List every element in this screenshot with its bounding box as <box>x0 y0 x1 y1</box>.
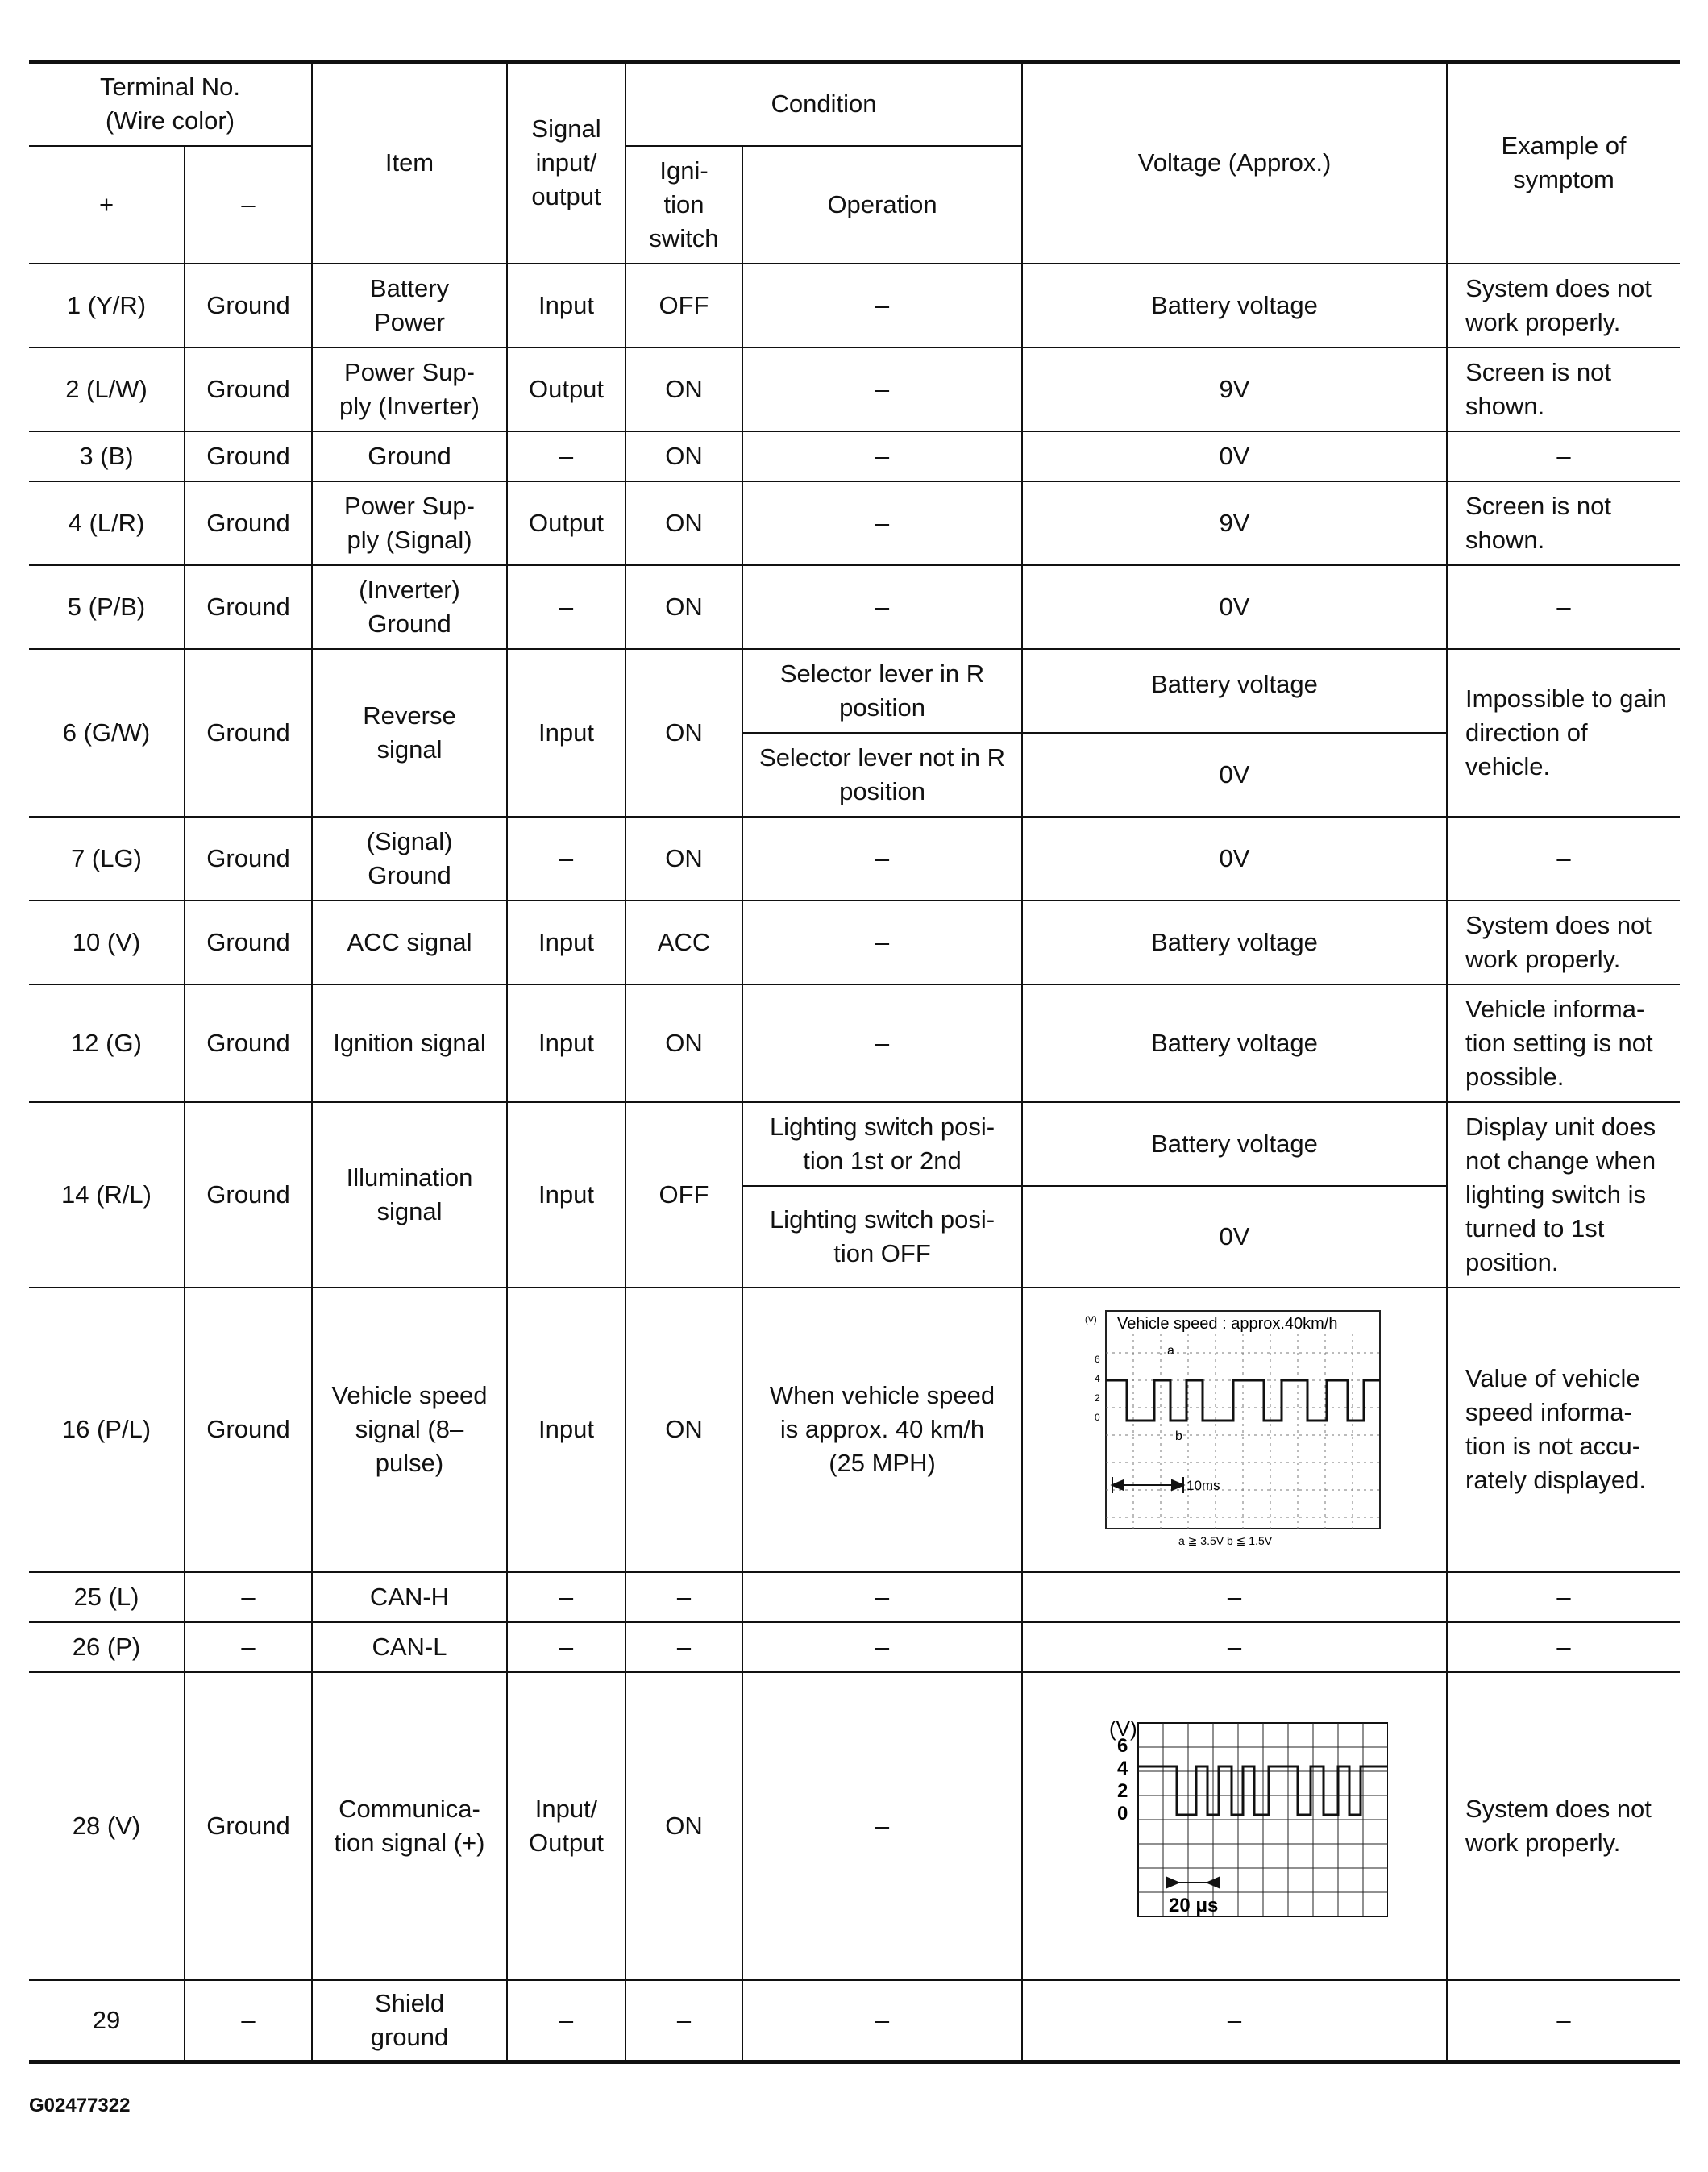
wave2-yticks <box>1117 1735 1128 1825</box>
cell-minus: Ground <box>185 264 312 347</box>
cell-signal: Input <box>507 264 625 347</box>
cell-operation: – <box>742 347 1022 431</box>
cell-minus: Ground <box>185 1102 312 1288</box>
cell-signal: – <box>507 565 625 649</box>
table-row <box>29 1622 1680 1672</box>
cell-symptom: – <box>1447 431 1680 481</box>
cell-minus: Ground <box>185 481 312 565</box>
wave2-ytick: 4 <box>1116 1757 1128 1779</box>
cell-minus: – <box>185 1572 312 1622</box>
cell-minus: – <box>185 1622 312 1672</box>
cell-minus: Ground <box>185 565 312 649</box>
wave1-period-marker <box>1112 1477 1183 1493</box>
cell-operation: – <box>742 1572 1022 1622</box>
wave2-ytick: 0 <box>1116 1802 1128 1825</box>
cell-voltage: – <box>1022 1980 1447 2062</box>
table-row <box>29 1980 1680 2062</box>
cell-symptom: System does not work properly. <box>1447 1672 1680 1980</box>
cell-item: Reverse signal <box>312 649 507 817</box>
wave1-label-b: b <box>1174 1429 1182 1443</box>
cell-item: (Inverter) Ground <box>312 565 507 649</box>
wave1-yticks <box>1095 1354 1100 1423</box>
cell-item: Ground <box>312 431 507 481</box>
cell-item: Communica- tion signal (+) <box>312 1672 507 1980</box>
cell-signal: Input/ Output <box>507 1672 625 1980</box>
cell-voltage: 0V <box>1022 565 1447 649</box>
wave1-grid <box>1106 1334 1380 1529</box>
wave1-unit: (V) <box>1084 1315 1097 1325</box>
wave2-grid <box>1138 1723 1388 1916</box>
table-row <box>29 901 1680 984</box>
cell-plus: 10 (V) <box>29 901 185 984</box>
cell-plus: 16 (P/L) <box>29 1288 185 1572</box>
header-minus: – <box>185 146 312 264</box>
wave1-ytick: 4 <box>1094 1373 1100 1384</box>
header-operation: Operation <box>742 146 1022 264</box>
cell-symptom: Display unit does not change when lighting switch is turned to 1st position. <box>1447 1102 1680 1288</box>
vehicle-speed-waveform <box>1074 1304 1396 1554</box>
cell-voltage: – <box>1022 1572 1447 1622</box>
cell-voltage: Battery voltage <box>1022 264 1447 347</box>
wave1-note: a ≧ 3.5V b ≦ 1.5V <box>1178 1534 1272 1547</box>
cell-operation: – <box>742 1980 1022 2062</box>
header-condition: Condition <box>625 62 1022 146</box>
cell-operation: – <box>742 1672 1022 1980</box>
cell-ignition: – <box>625 1980 742 2062</box>
cell-symptom: – <box>1447 1572 1680 1622</box>
cell-ignition: OFF <box>625 264 742 347</box>
cell-signal: – <box>507 817 625 901</box>
wave2-ytick: 6 <box>1116 1734 1128 1757</box>
cell-voltage: 0V <box>1022 431 1447 481</box>
figure-code: G02477322 <box>29 2095 131 2116</box>
cell-minus: Ground <box>185 1672 312 1980</box>
cell-signal: Input <box>507 1288 625 1572</box>
cell-plus: 6 (G/W) <box>29 649 185 817</box>
communication-waveform <box>1082 1713 1388 1939</box>
terminal-table <box>29 60 1680 2064</box>
cell-voltage: 0V <box>1022 817 1447 901</box>
cell-item: Shield ground <box>312 1980 507 2062</box>
header-item: Item <box>312 62 507 264</box>
cell-plus: 14 (R/L) <box>29 1102 185 1288</box>
cell-operation: Selector lever in R position <box>742 649 1022 733</box>
cell-ignition: OFF <box>625 1102 742 1288</box>
cell-plus: 5 (P/B) <box>29 565 185 649</box>
cell-symptom: Value of vehicle speed informa- tion is not accu- rately displayed. <box>1447 1288 1680 1572</box>
cell-voltage: 0V <box>1022 733 1447 817</box>
wave1-period: 10ms <box>1186 1478 1220 1493</box>
cell-minus: Ground <box>185 984 312 1102</box>
cell-ignition: ON <box>625 481 742 565</box>
header-ignition: Igni- tion switch <box>625 146 742 264</box>
cell-operation: – <box>742 565 1022 649</box>
cell-symptom: System does not work properly. <box>1447 901 1680 984</box>
cell-operation: – <box>742 901 1022 984</box>
cell-symptom: Screen is not shown. <box>1447 347 1680 431</box>
cell-item: Power Sup- ply (Signal) <box>312 481 507 565</box>
table-row <box>29 1572 1680 1622</box>
cell-operation: Lighting switch posi- tion OFF <box>742 1186 1022 1288</box>
cell-item: Ignition signal <box>312 984 507 1102</box>
cell-plus: 29 <box>29 1980 185 2062</box>
cell-voltage: 0V <box>1022 1186 1447 1288</box>
table-row <box>29 431 1680 481</box>
cell-item: CAN-L <box>312 1622 507 1672</box>
header-voltage: Voltage (Approx.) <box>1022 62 1447 264</box>
cell-item: Battery Power <box>312 264 507 347</box>
cell-operation: – <box>742 431 1022 481</box>
cell-operation: – <box>742 481 1022 565</box>
cell-minus: Ground <box>185 817 312 901</box>
header-plus: + <box>29 146 185 264</box>
cell-voltage: 9V <box>1022 481 1447 565</box>
cell-ignition: – <box>625 1622 742 1672</box>
cell-item: Vehicle speed signal (8–pulse) <box>312 1288 507 1572</box>
table-row <box>29 347 1680 431</box>
cell-signal: – <box>507 1980 625 2062</box>
cell-voltage: Battery voltage <box>1022 901 1447 984</box>
cell-signal: Input <box>507 984 625 1102</box>
cell-minus: Ground <box>185 347 312 431</box>
cell-signal: – <box>507 1622 625 1672</box>
cell-symptom: System does not work properly. <box>1447 264 1680 347</box>
cell-minus: Ground <box>185 901 312 984</box>
cell-symptom: Screen is not shown. <box>1447 481 1680 565</box>
cell-signal: – <box>507 1572 625 1622</box>
cell-signal: Input <box>507 1102 625 1288</box>
cell-plus: 3 (B) <box>29 431 185 481</box>
cell-plus: 4 (L/R) <box>29 481 185 565</box>
wave2-period: 20 μs <box>1168 1894 1218 1916</box>
wave2-unit: (V) <box>1108 1716 1137 1741</box>
table-row <box>29 481 1680 565</box>
table-row <box>29 984 1680 1102</box>
cell-voltage: Battery voltage <box>1022 1102 1447 1186</box>
cell-ignition: ACC <box>625 901 742 984</box>
cell-symptom: Vehicle informa- tion setting is not possible. <box>1447 984 1680 1102</box>
cell-plus: 26 (P) <box>29 1622 185 1672</box>
cell-minus: – <box>185 1980 312 2062</box>
table-row <box>29 264 1680 347</box>
table-row <box>29 817 1680 901</box>
cell-plus: 2 (L/W) <box>29 347 185 431</box>
cell-symptom: – <box>1447 1622 1680 1672</box>
cell-ignition: – <box>625 1572 742 1622</box>
cell-voltage-waveform <box>1022 1288 1447 1572</box>
wave2-ytick: 2 <box>1116 1779 1128 1802</box>
cell-signal: Input <box>507 901 625 984</box>
cell-item: Power Sup- ply (Inverter) <box>312 347 507 431</box>
cell-voltage: 9V <box>1022 347 1447 431</box>
cell-operation: Lighting switch posi- tion 1st or 2nd <box>742 1102 1022 1186</box>
cell-signal: – <box>507 431 625 481</box>
cell-item: CAN-H <box>312 1572 507 1622</box>
cell-voltage: – <box>1022 1622 1447 1672</box>
cell-symptom: – <box>1447 565 1680 649</box>
cell-operation: Selector lever not in R position <box>742 733 1022 817</box>
cell-voltage: Battery voltage <box>1022 984 1447 1102</box>
cell-ignition: ON <box>625 1672 742 1980</box>
cell-operation: When vehicle speed is approx. 40 km/h (25 MPH) <box>742 1288 1022 1572</box>
cell-operation: – <box>742 817 1022 901</box>
wave1-label-a: a <box>1166 1344 1174 1358</box>
cell-plus: 1 (Y/R) <box>29 264 185 347</box>
cell-signal: Input <box>507 649 625 817</box>
cell-symptom: Impossible to gain direction of vehicle. <box>1447 649 1680 817</box>
cell-symptom: – <box>1447 1980 1680 2062</box>
cell-operation: – <box>742 1622 1022 1672</box>
cell-ignition: ON <box>625 984 742 1102</box>
cell-symptom: – <box>1447 817 1680 901</box>
header-symptom: Example of symptom <box>1447 62 1680 264</box>
cell-ignition: ON <box>625 347 742 431</box>
cell-voltage-waveform <box>1022 1672 1447 1980</box>
table-row <box>29 1288 1680 1572</box>
cell-item: (Signal) Ground <box>312 817 507 901</box>
cell-ignition: ON <box>625 649 742 817</box>
wave1-ytick: 6 <box>1094 1354 1100 1365</box>
cell-minus: Ground <box>185 431 312 481</box>
wave2-period-marker <box>1167 1878 1219 1887</box>
cell-operation: – <box>742 984 1022 1102</box>
cell-ignition: ON <box>625 431 742 481</box>
table-row <box>29 565 1680 649</box>
cell-minus: Ground <box>185 649 312 817</box>
cell-plus: 12 (G) <box>29 984 185 1102</box>
table-row <box>29 1672 1680 1980</box>
cell-minus: Ground <box>185 1288 312 1572</box>
terminal-table-wrapper <box>29 60 1680 2064</box>
cell-signal: Output <box>507 481 625 565</box>
cell-plus: 28 (V) <box>29 1672 185 1980</box>
table-row <box>29 649 1680 733</box>
cell-plus: 25 (L) <box>29 1572 185 1622</box>
cell-ignition: ON <box>625 817 742 901</box>
cell-item: ACC signal <box>312 901 507 984</box>
cell-ignition: ON <box>625 565 742 649</box>
wave1-title: Vehicle speed : approx.40km/h <box>1116 1315 1338 1333</box>
wave1-ytick: 2 <box>1094 1392 1100 1404</box>
header-terminal: Terminal No. (Wire color) <box>29 62 312 146</box>
cell-plus: 7 (LG) <box>29 817 185 901</box>
cell-item: Illumination signal <box>312 1102 507 1288</box>
cell-signal: Output <box>507 347 625 431</box>
wave1-ytick: 0 <box>1094 1412 1100 1423</box>
header-signal: Signal input/ output <box>507 62 625 264</box>
cell-operation: – <box>742 264 1022 347</box>
cell-voltage: Battery voltage <box>1022 649 1447 733</box>
cell-ignition: ON <box>625 1288 742 1572</box>
table-row <box>29 1102 1680 1186</box>
